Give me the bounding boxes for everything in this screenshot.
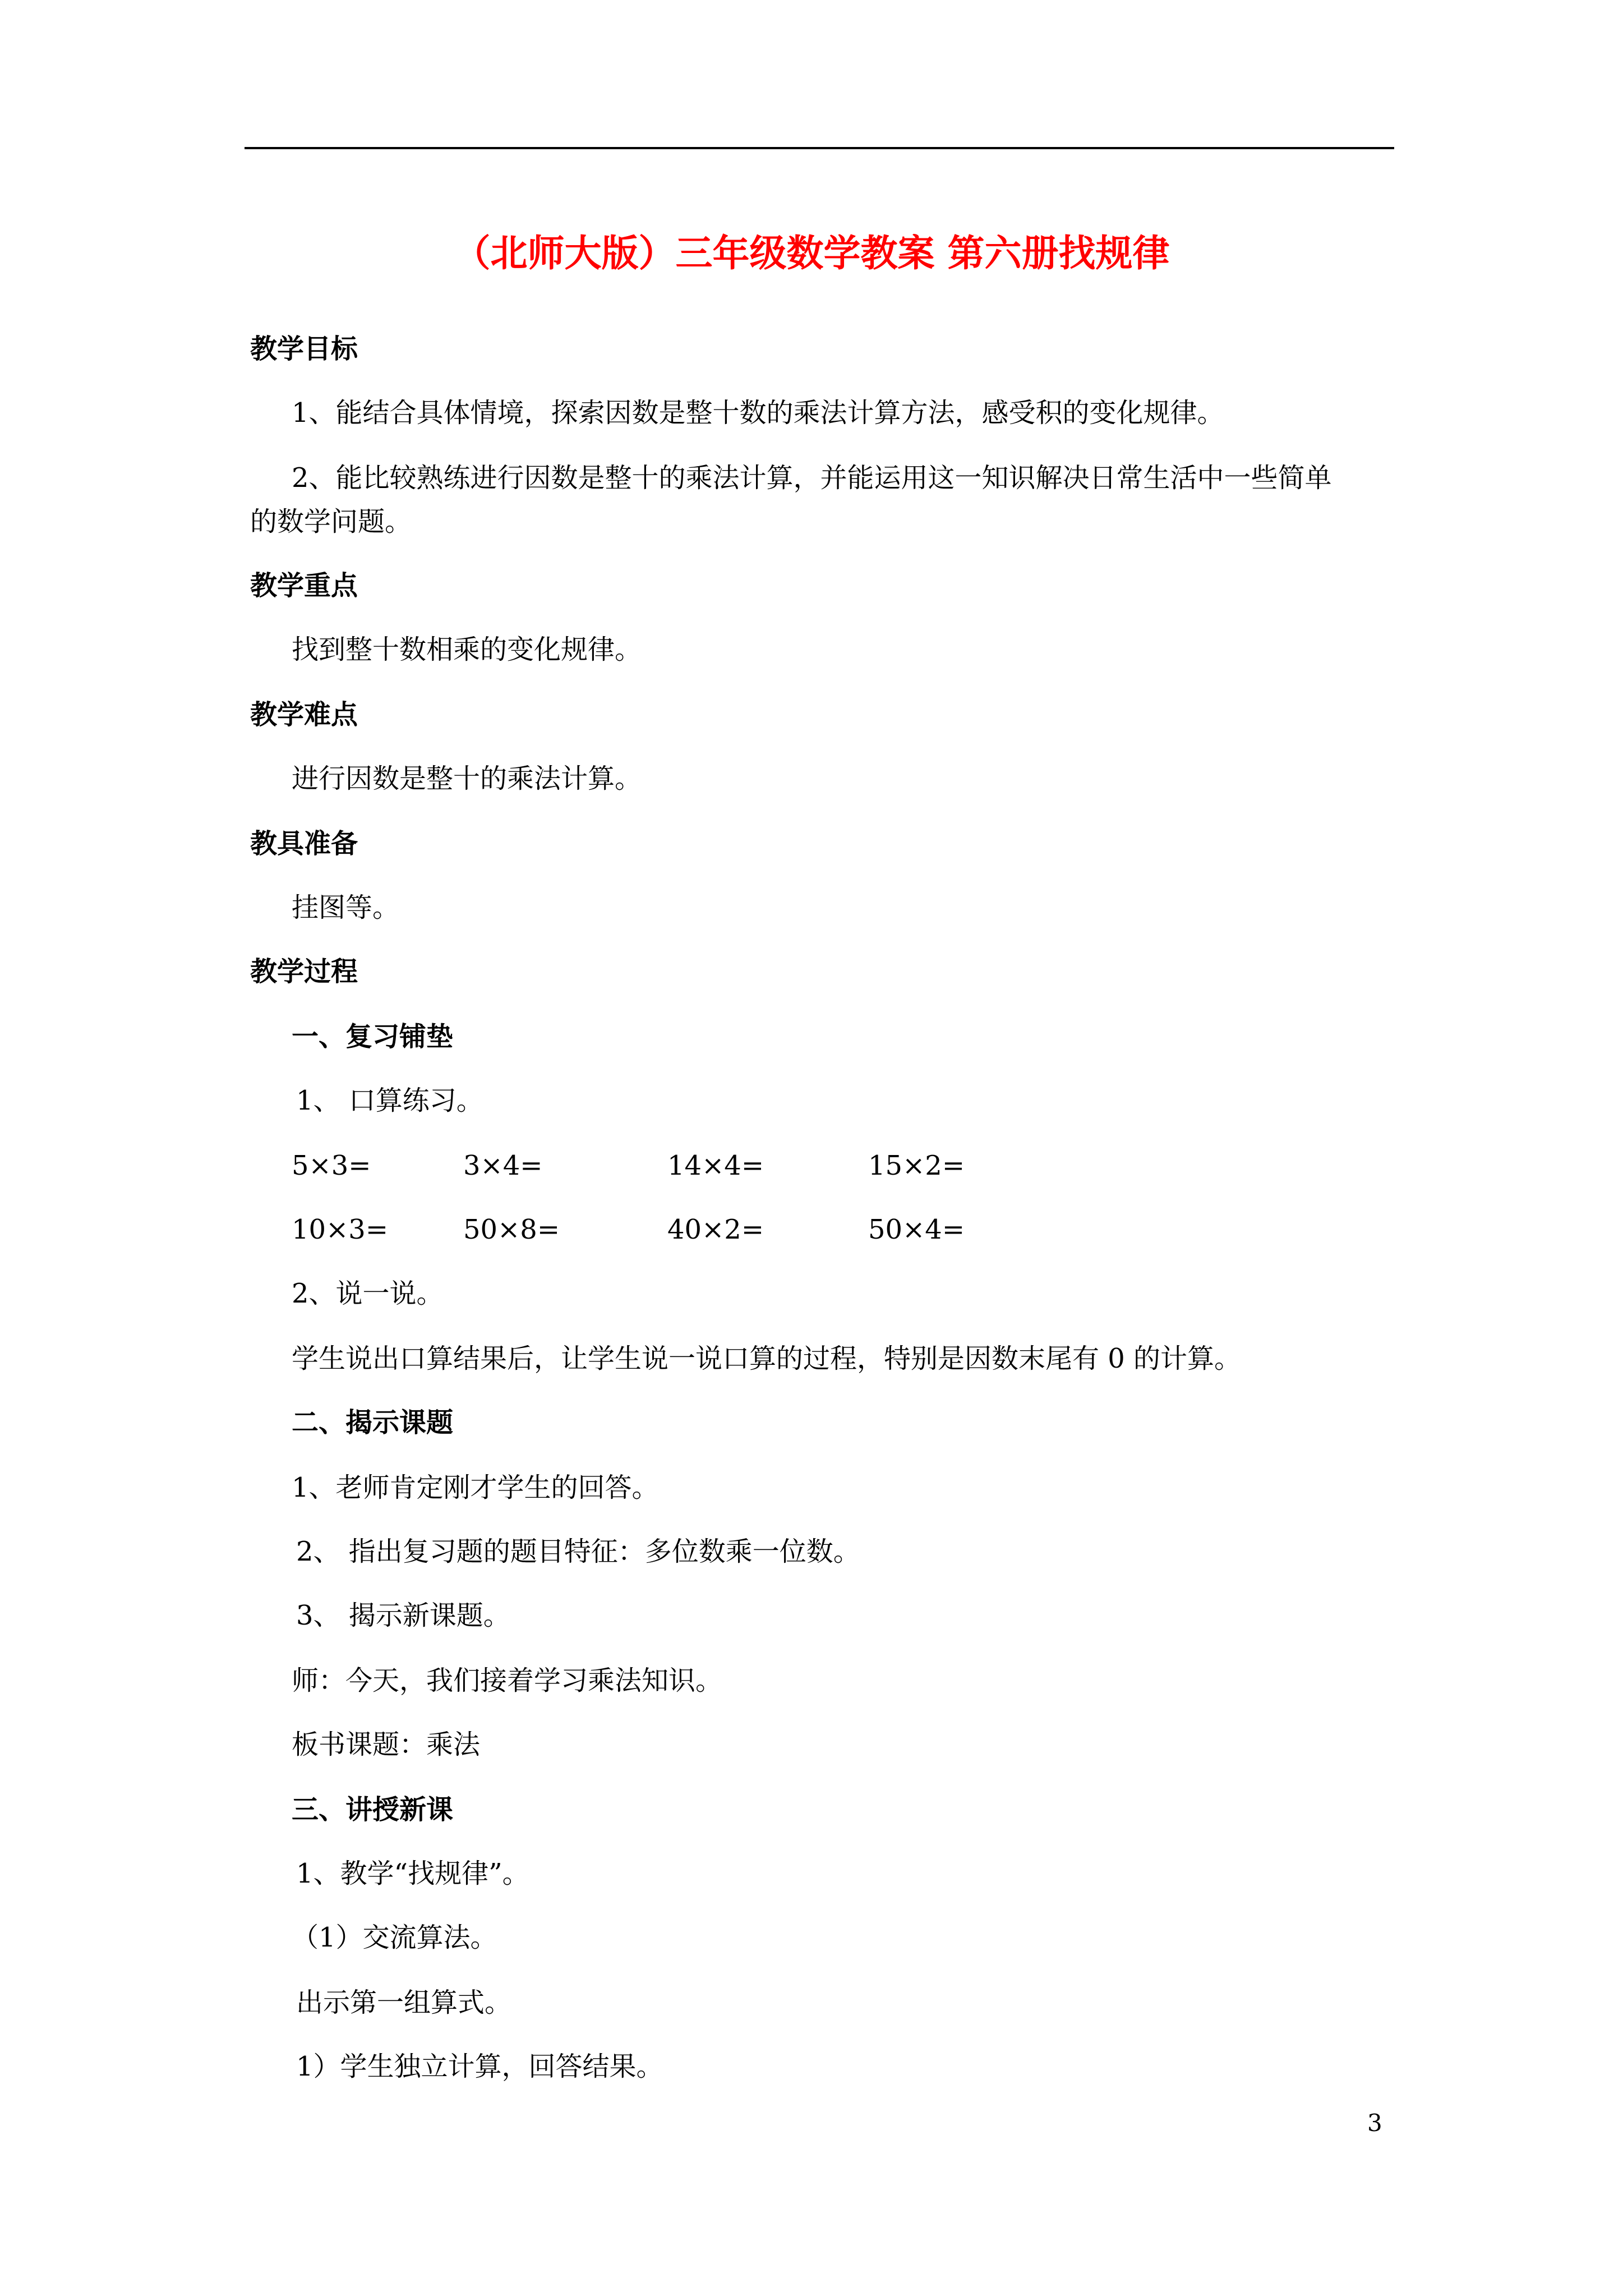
materials-heading: 教具准备: [250, 828, 358, 859]
objectives-heading: 教学目标: [250, 333, 358, 365]
new-lesson-sub-1: （1）交流算法。: [292, 1922, 497, 1953]
reveal-item-2: 2、 指出复习题的题目特征：多位数乘一位数。: [296, 1536, 860, 1567]
calc-row-2-cell-2: 50×8=: [463, 1214, 560, 1245]
calc-row-2-cell-3: 40×2=: [667, 1214, 764, 1245]
calc-row-1-cell-2: 3×4=: [463, 1150, 543, 1181]
key-point-text: 找到整十数相乘的变化规律。: [292, 634, 642, 665]
review-item-1: 1、 口算练习。: [296, 1085, 483, 1116]
new-lesson-item-1: 1、教学“找规律”。: [296, 1858, 529, 1889]
calc-row-2-cell-4: 50×4=: [868, 1214, 965, 1245]
reveal-teacher-line: 师：今天，我们接着学习乘法知识。: [292, 1665, 723, 1696]
reveal-item-3: 3、 揭示新课题。: [296, 1600, 510, 1631]
calc-row-1-cell-3: 14×4=: [667, 1150, 764, 1181]
objectives-item-2-line-1: 2、能比较熟练进行因数是整十的乘法计算，并能运用这一知识解决日常生活中一些简单: [292, 462, 1332, 494]
reveal-item-1: 1、老师肯定刚才学生的回答。: [292, 1472, 659, 1503]
calc-row-2-cell-1: 10×3=: [292, 1214, 389, 1245]
objectives-item-2-line-2: 的数学问题。: [250, 506, 412, 537]
difficulty-text: 进行因数是整十的乘法计算。: [292, 763, 642, 794]
objectives-item-1: 1、能结合具体情境，探索因数是整十数的乘法计算方法，感受积的变化规律。: [292, 397, 1224, 429]
difficulty-heading: 教学难点: [250, 699, 358, 730]
key-point-heading: 教学重点: [250, 570, 358, 601]
review-heading: 一、复习铺垫: [292, 1021, 454, 1052]
reveal-board-line: 板书课题：乘法: [292, 1729, 481, 1760]
page-number: 3: [1367, 2109, 1382, 2137]
review-item-2-text: 学生说出口算结果后，让学生说一说口算的过程，特别是因数末尾有 0 的计算。: [292, 1343, 1242, 1374]
header-rule: [245, 147, 1394, 149]
new-lesson-step-1: 1）学生独立计算，回答结果。: [296, 2051, 663, 2082]
process-heading: 教学过程: [250, 956, 358, 987]
calc-row-1-cell-4: 15×2=: [868, 1150, 965, 1181]
document-title: （北师大版）三年级数学教案 第六册找规律: [453, 231, 1170, 275]
review-item-2: 2、说一说。: [292, 1278, 444, 1309]
new-lesson-heading: 三、讲授新课: [292, 1794, 454, 1825]
reveal-heading: 二、揭示课题: [292, 1407, 454, 1438]
new-lesson-show: 出示第一组算式。: [296, 1987, 512, 2018]
calc-row-1-cell-1: 5×3=: [292, 1150, 371, 1181]
materials-text: 挂图等。: [292, 892, 400, 923]
